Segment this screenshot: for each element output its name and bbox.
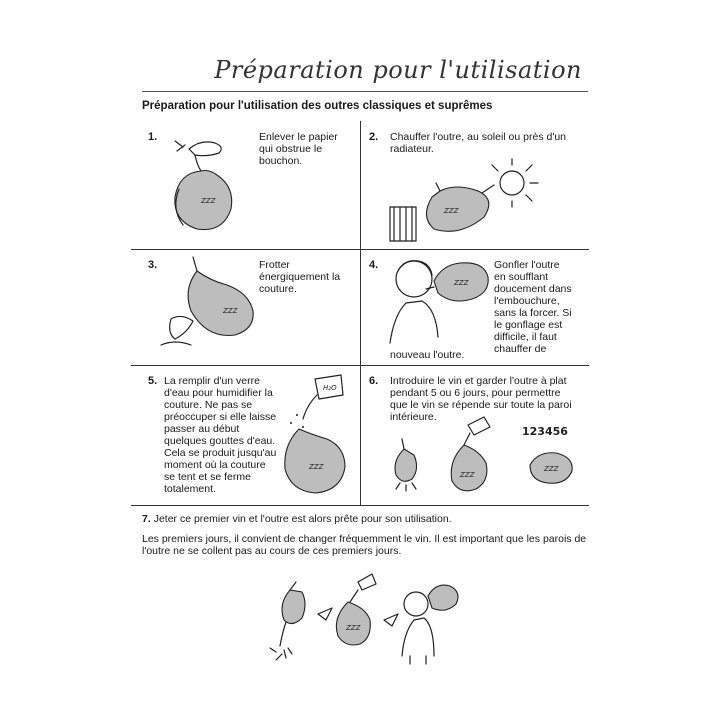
svg-text:ZZZ: ZZZ <box>223 307 238 315</box>
step-line: énergiquement la <box>259 271 341 283</box>
instruction-grid <box>131 121 589 506</box>
svg-text:ZZZ: ZZZ <box>201 197 216 205</box>
step-number: 3. <box>148 259 158 271</box>
step-number: 5. <box>148 375 158 387</box>
step-line: La remplir d'un verre <box>164 375 260 387</box>
section-subtitle: Préparation pour l'utilisation des outres classiques et suprêmes <box>142 100 493 112</box>
step-6 <box>360 365 589 505</box>
step-line: chauffer de <box>494 343 547 355</box>
step-number: 4. <box>369 259 379 271</box>
step-line: bouchon. <box>259 155 303 167</box>
step-line: quelques gouttes d'eau. <box>164 435 276 447</box>
step-line: Gonfler l'outre <box>494 259 560 271</box>
step-line: en soufflant <box>494 271 549 283</box>
remove-paper-illustration <box>131 121 360 249</box>
page-title: Préparation pour l'utilisation <box>214 56 582 84</box>
step-1 <box>131 121 360 249</box>
step-line: couture. <box>259 283 297 295</box>
inflate-bag-illustration <box>360 249 589 365</box>
svg-text:ZZZ: ZZZ <box>309 463 324 471</box>
step-3 <box>131 249 360 365</box>
step-line: Chauffer l'outre, au soleil ou près d'un <box>390 131 567 143</box>
step-line: intérieure. <box>390 411 437 423</box>
page-header <box>142 52 588 92</box>
step-number: 7. <box>142 513 151 525</box>
step-line: moment où la couture <box>164 459 266 471</box>
step-line: sans la forcer. Si <box>494 307 572 319</box>
rub-seam-illustration <box>131 249 360 365</box>
step-line: passer au début <box>164 423 240 435</box>
step-line: d'eau pour humidifier la <box>164 387 273 399</box>
step-line: se tent et se ferme <box>164 471 251 483</box>
svg-text:ZZZ: ZZZ <box>544 465 559 473</box>
svg-text:123456: 123456 <box>522 425 568 438</box>
step-2 <box>360 121 589 249</box>
step-line: Frotter <box>259 259 290 271</box>
step-number: 6. <box>369 375 379 387</box>
step-line: préoccuper si elle laisse <box>164 411 277 423</box>
step-line: radiateur. <box>390 143 434 155</box>
step-7 <box>142 513 588 565</box>
step-4 <box>360 249 589 365</box>
step-7-paragraph: Les premiers jours, il convient de changer fréquemment le vin. Il est important que les parois de l'outre ne se collent pas au cours de ces premiers jours. <box>142 533 587 557</box>
wine-rest-illustration <box>360 365 589 505</box>
step-line: difficile, il faut <box>494 331 557 343</box>
step-line: pendant 5 ou 6 jours, pour permettre <box>390 387 561 399</box>
step-line: que le vin se répende sur toute la paroi <box>390 399 572 411</box>
step-line: l'embouchure, <box>494 295 560 307</box>
svg-text:ZZZ: ZZZ <box>346 624 361 632</box>
step-line: Cela se produit jusqu'au <box>164 447 277 459</box>
step-5 <box>131 365 360 505</box>
step-7-instruction <box>142 513 588 525</box>
grid-divider-row3 <box>131 505 589 506</box>
header-divider <box>142 91 588 92</box>
svg-text:H₂O: H₂O <box>323 384 337 392</box>
step-line: Enlever le papier <box>259 131 338 143</box>
svg-text:ZZZ: ZZZ <box>444 207 459 215</box>
step-number: 1. <box>148 131 158 143</box>
step-line: Introduire le vin et garder l'outre à plat <box>390 375 567 387</box>
step-line: le gonflage est <box>494 319 563 331</box>
step-number: 2. <box>369 131 379 143</box>
step-text-tail: nouveau l'outre. <box>390 349 465 361</box>
svg-text:ZZZ: ZZZ <box>454 279 469 287</box>
heat-bag-illustration <box>360 121 589 249</box>
empty-refill-illustration <box>262 574 502 666</box>
step-text: Jeter ce premier vin et l'outre est alors prête pour son utilisation. <box>153 513 452 525</box>
step-line: qui obstrue le <box>259 143 323 155</box>
step-line: couture. Ne pas se <box>164 399 253 411</box>
fill-water-illustration <box>131 365 360 505</box>
step-line: doucement dans <box>494 283 572 295</box>
svg-text:ZZZ: ZZZ <box>460 471 475 479</box>
step-line: totalement. <box>164 483 216 495</box>
